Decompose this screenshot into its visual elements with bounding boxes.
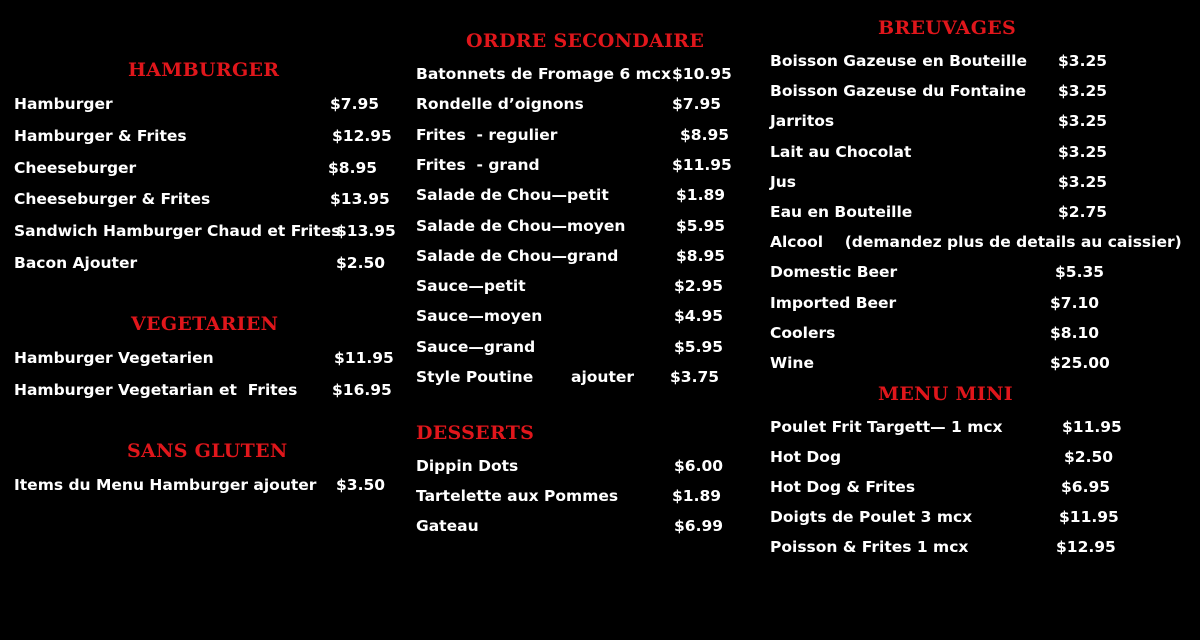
menu-item-name: Wine: [770, 354, 814, 372]
menu-item-name: Jus: [770, 172, 797, 191]
menu-item-price: $13.95: [336, 222, 396, 241]
menu-item-price: $2.50: [1064, 448, 1114, 466]
menu-item-name: Hamburger Vegetarien: [14, 349, 214, 367]
menu-item-name: Alcool (demandez plus de details au caissier): [770, 233, 1182, 252]
menu-item-price: $3.25: [1058, 52, 1108, 70]
menu-item-price: $3.25: [1058, 112, 1108, 131]
menu-item-price: $8.10: [1050, 323, 1100, 342]
menu-item-price: $2.75: [1058, 203, 1108, 221]
menu-item-price: $3.25: [1058, 142, 1108, 161]
section-heading-sans-gluten: SANS GLUTEN: [127, 440, 288, 462]
menu-item-price: $12.95: [1056, 538, 1116, 556]
section-heading-menu-mini: MENU MINI: [878, 383, 1013, 405]
menu-item-name: Cheeseburger & Frites: [14, 190, 211, 209]
menu-item-price: $8.95: [680, 125, 730, 144]
menu-item-price: $8.95: [676, 246, 726, 265]
menu-item-name: Poisson & Frites 1 mcx: [770, 538, 969, 556]
menu-item-price: $4.95: [674, 307, 724, 326]
menu-item-name: Tartelette aux Pommes: [416, 487, 619, 505]
menu-item-price: $13.95: [330, 190, 390, 209]
menu-item-price: $10.95: [672, 65, 732, 83]
menu-item-name: Gateau: [416, 517, 479, 535]
menu-item-name: Sauce—grand: [416, 337, 536, 356]
menu-item-name: Jarritos: [770, 112, 835, 131]
menu-item-price: $6.99: [674, 517, 724, 535]
menu-item-price: $8.95: [328, 158, 378, 177]
menu-item-name: Frites - regulier: [416, 125, 558, 144]
menu-item-price: $5.95: [676, 216, 726, 235]
menu-item-price: $11.95: [1059, 508, 1119, 526]
menu-item-name: Frites - grand: [416, 155, 540, 174]
menu-item-name: Salade de Chou—petit: [416, 186, 609, 205]
menu-item-price: $11.95: [334, 349, 394, 367]
menu-item-name: Items du Menu Hamburger ajouter: [14, 476, 317, 494]
menu-item-price: $16.95: [332, 380, 392, 399]
menu-item-name: Sauce—moyen: [416, 307, 543, 326]
menu-item-name: Boisson Gazeuse en Bouteille: [770, 52, 1028, 70]
menu-item-name: Dippin Dots: [416, 457, 519, 475]
menu-item-name: Poulet Frit Targett— 1 mcx: [770, 418, 1003, 436]
menu-item-name: Domestic Beer: [770, 263, 898, 282]
section-heading-ordre-secondaire: ORDRE SECONDAIRE: [466, 30, 705, 52]
menu-item-name: Hot Dog & Frites: [770, 478, 916, 496]
section-heading-vegetarien: VEGETARIEN: [131, 313, 279, 335]
section-heading-hamburger: HAMBURGER: [128, 59, 280, 81]
menu-item-price: $1.89: [672, 487, 722, 505]
menu-item-name: Salade de Chou—grand: [416, 246, 619, 265]
menu-item-name: Bacon Ajouter: [14, 254, 138, 272]
menu-item-name: Lait au Chocolat: [770, 142, 912, 161]
menu-item-price: $6.00: [674, 457, 724, 475]
menu-item-price: $7.10: [1050, 293, 1100, 312]
menu-item-price: $7.95: [672, 95, 722, 114]
menu-item-name: Hot Dog: [770, 448, 842, 466]
menu-item-name: Cheeseburger: [14, 158, 137, 177]
menu-item-price: $5.95: [674, 337, 724, 356]
menu-item-name: Hamburger Vegetarian et Frites: [14, 380, 298, 399]
menu-item-name: Doigts de Poulet 3 mcx: [770, 508, 973, 526]
menu-item-name: Eau en Bouteille: [770, 203, 913, 221]
menu-item-price: $11.95: [1062, 418, 1122, 436]
menu-item-name: Style Poutine ajouter: [416, 368, 635, 386]
menu-item-price: $3.50: [336, 476, 386, 494]
menu-item-name: Boisson Gazeuse du Fontaine: [770, 82, 1027, 101]
menu-item-price: $1.89: [676, 186, 726, 205]
menu-item-price: $7.95: [330, 95, 380, 113]
menu-item-name: Sandwich Hamburger Chaud et Frites: [14, 222, 341, 241]
menu-item-price: $3.25: [1058, 172, 1108, 191]
section-heading-desserts: DESSERTS: [416, 422, 535, 444]
menu-item-name: Hamburger: [14, 95, 113, 113]
menu-item-name: Imported Beer: [770, 293, 897, 312]
menu-item-price: $2.95: [674, 277, 724, 296]
menu-item-price: $6.95: [1061, 478, 1111, 496]
menu-item-name: Salade de Chou—moyen: [416, 216, 626, 235]
menu-item-name: Sauce—petit: [416, 277, 526, 296]
section-heading-breuvages: BREUVAGES: [878, 17, 1017, 39]
menu-item-name: Batonnets de Fromage 6 mcx: [416, 65, 671, 83]
menu-item-name: Coolers: [770, 323, 836, 342]
menu-item-price: $12.95: [332, 126, 392, 145]
menu-item-price: $5.35: [1055, 263, 1105, 282]
menu-item-price: $2.50: [336, 254, 386, 272]
menu-item-price: $11.95: [672, 155, 732, 174]
menu-item-name: Rondelle d’oignons: [416, 95, 584, 114]
menu-item-name: Hamburger & Frites: [14, 126, 187, 145]
menu-item-price: $3.25: [1058, 82, 1108, 101]
menu-item-price: $3.75: [670, 368, 720, 386]
menu-item-price: $25.00: [1050, 354, 1110, 372]
